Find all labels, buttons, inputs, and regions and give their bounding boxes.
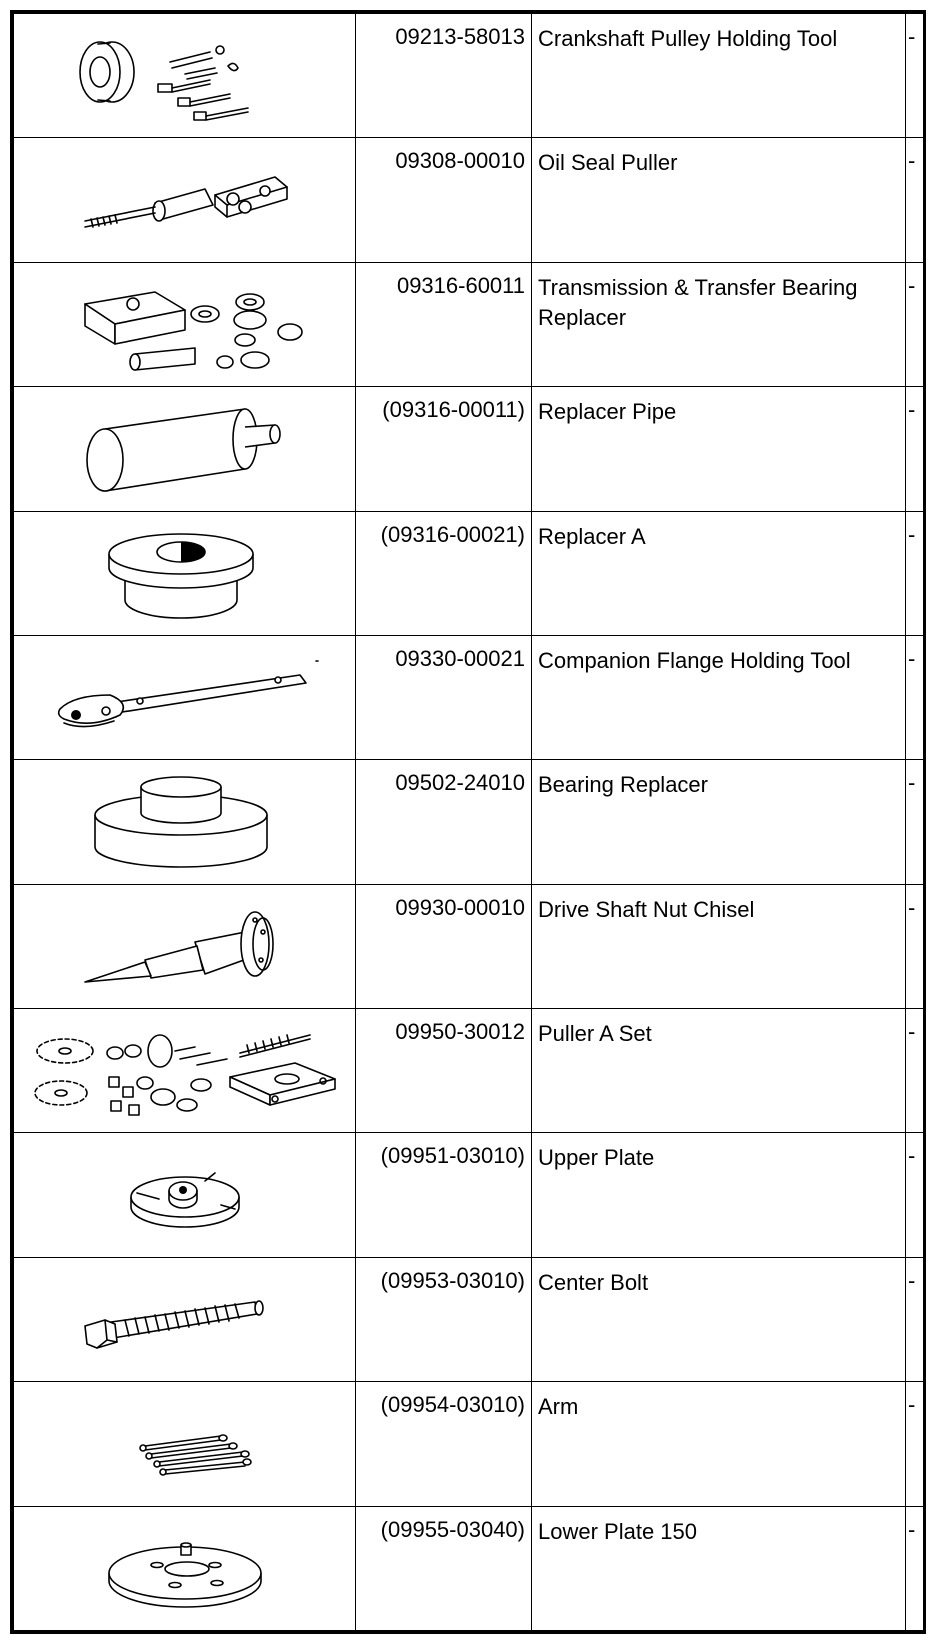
replacer-pipe-icon (65, 399, 305, 499)
tool-name: Lower Plate 150 (532, 1506, 906, 1631)
tool-table (13, 13, 924, 1631)
illustration-cell (14, 138, 356, 262)
part-number: 09950-30012 (356, 1009, 532, 1133)
part-number: (09955-03040) (356, 1506, 532, 1631)
replacer-a-icon (85, 518, 285, 628)
table-row (14, 387, 924, 511)
part-number: (09951-03010) (356, 1133, 532, 1257)
tool-name: Replacer A (532, 511, 906, 635)
part-number: 09213-58013 (356, 14, 532, 138)
dash-mark: - (906, 387, 924, 511)
dash-mark: - (906, 884, 924, 1008)
dash-mark: - (906, 262, 924, 386)
table-row (14, 760, 924, 884)
table-row (14, 1257, 924, 1381)
center-bolt-icon (65, 1274, 305, 1364)
table-row (14, 511, 924, 635)
dash-mark: - (906, 1009, 924, 1133)
illustration-cell (14, 1009, 356, 1133)
table-row (14, 262, 924, 386)
dash-mark: - (906, 1257, 924, 1381)
tool-name: Replacer Pipe (532, 387, 906, 511)
part-number: 09308-00010 (356, 138, 532, 262)
illustration-cell (14, 1133, 356, 1257)
crankshaft-pulley-holding-tool-icon (60, 26, 310, 126)
part-number: (09953-03010) (356, 1257, 532, 1381)
part-number: 09930-00010 (356, 884, 532, 1008)
illustration-cell (14, 511, 356, 635)
tool-name: Transmission & Transfer Bearing Replacer (532, 262, 906, 386)
illustration-cell (14, 1506, 356, 1631)
illustration-cell (14, 262, 356, 386)
drive-shaft-nut-chisel-icon (75, 896, 295, 996)
table-row (14, 1133, 924, 1257)
tool-name: Upper Plate (532, 1133, 906, 1257)
table-row (14, 1506, 924, 1631)
dash-mark: - (906, 511, 924, 635)
tool-name: Drive Shaft Nut Chisel (532, 884, 906, 1008)
tool-name: Arm (532, 1382, 906, 1506)
dash-mark: - (906, 1382, 924, 1506)
table-row (14, 884, 924, 1008)
illustration-cell (14, 635, 356, 759)
dash-mark: - (906, 1133, 924, 1257)
dash-mark: - (906, 760, 924, 884)
table-row (14, 138, 924, 262)
illustration-cell (14, 14, 356, 138)
part-number: 09316-60011 (356, 262, 532, 386)
tool-name: Oil Seal Puller (532, 138, 906, 262)
tool-name: Companion Flange Holding Tool (532, 635, 906, 759)
part-number: (09954-03010) (356, 1382, 532, 1506)
part-number: (09316-00011) (356, 387, 532, 511)
part-number: 09330-00021 (356, 635, 532, 759)
table-row (14, 635, 924, 759)
bearing-replacer-icon (85, 767, 285, 877)
puller-a-set-icon (25, 1021, 345, 1121)
illustration-cell (14, 884, 356, 1008)
table-row (14, 1382, 924, 1506)
tool-name: Crankshaft Pulley Holding Tool (532, 14, 906, 138)
dash-mark: - (906, 14, 924, 138)
illustration-cell (14, 387, 356, 511)
tool-name: Bearing Replacer (532, 760, 906, 884)
arm-icon (85, 1404, 285, 1484)
illustration-cell (14, 760, 356, 884)
dash-mark: - (906, 1506, 924, 1631)
tool-name: Puller A Set (532, 1009, 906, 1133)
part-number: 09502-24010 (356, 760, 532, 884)
table-row (14, 1009, 924, 1133)
dash-mark: - (906, 635, 924, 759)
tool-name: Center Bolt (532, 1257, 906, 1381)
illustration-cell (14, 1257, 356, 1381)
part-number: (09316-00021) (356, 511, 532, 635)
companion-flange-holding-tool-icon (50, 653, 320, 743)
upper-plate-icon (85, 1145, 285, 1245)
oil-seal-puller-icon (65, 155, 305, 245)
dash-mark: - (906, 138, 924, 262)
special-service-tools-sheet (10, 10, 926, 1634)
lower-plate-icon (75, 1513, 295, 1623)
illustration-cell (14, 1382, 356, 1506)
table-row (14, 14, 924, 138)
bearing-replacer-set-icon (65, 274, 305, 374)
